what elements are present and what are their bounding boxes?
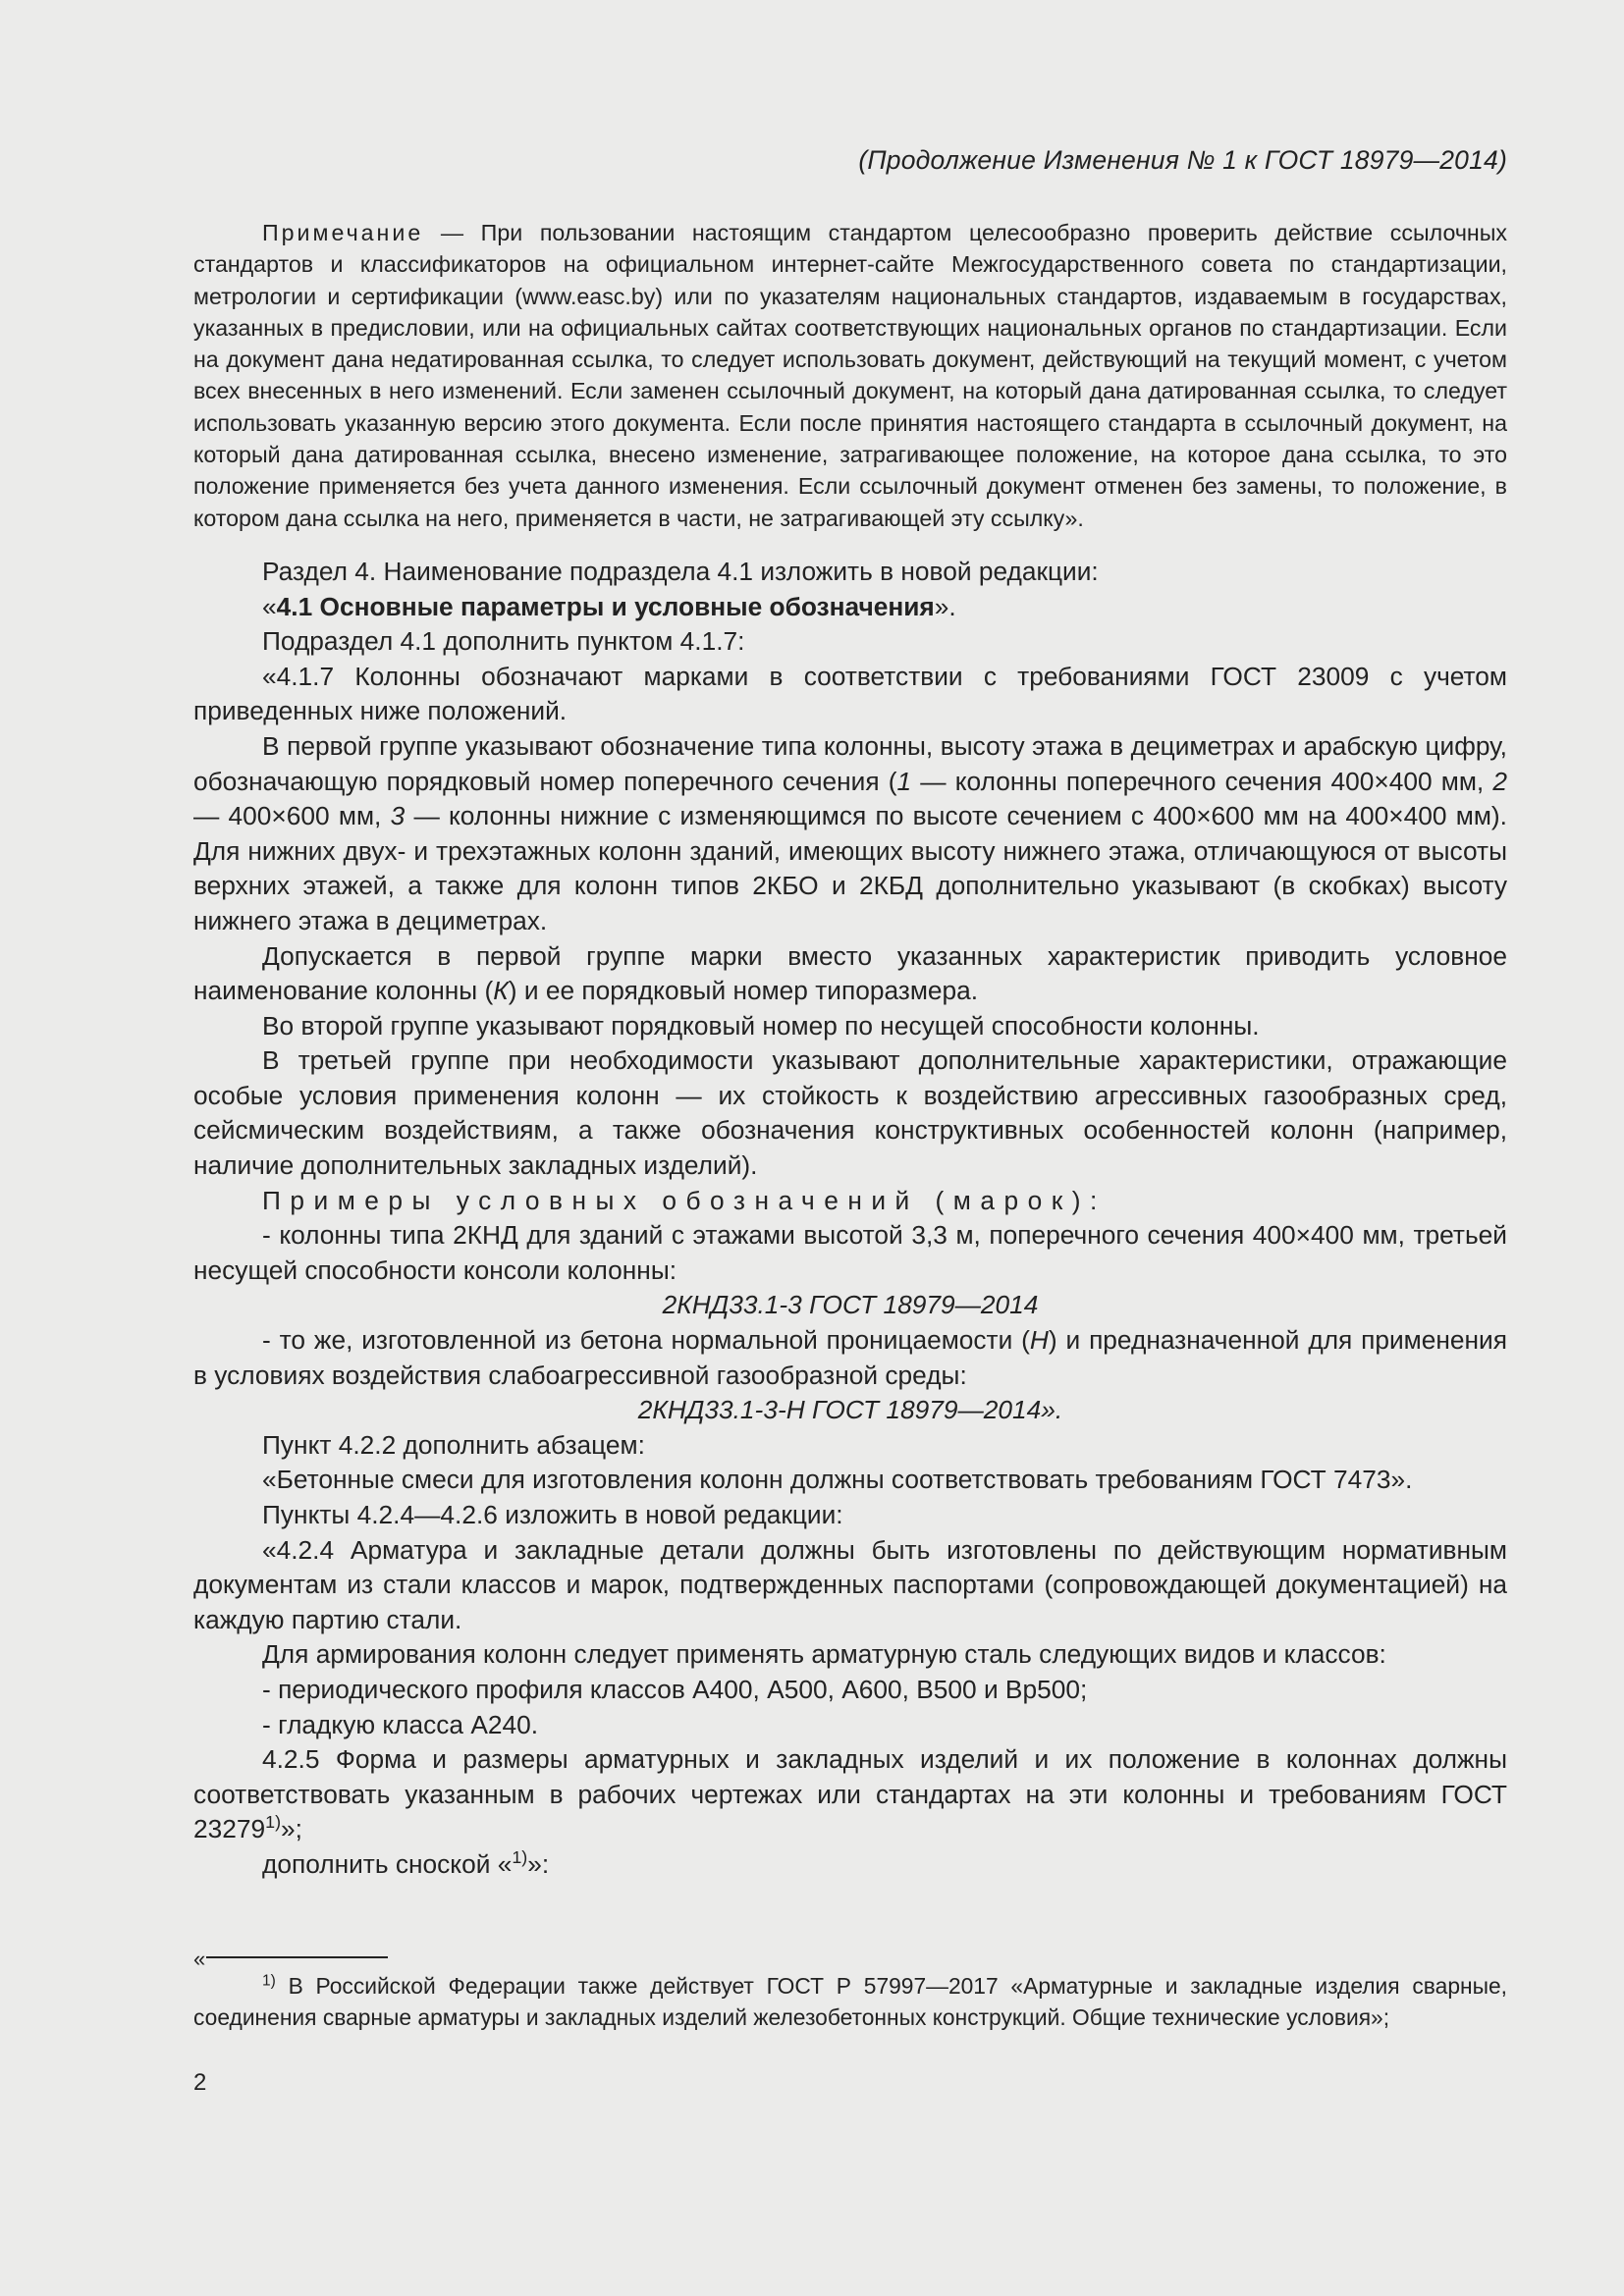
footnote-rule-line: [206, 1956, 388, 1958]
page-content: [193, 145, 1507, 1883]
body-text: [193, 555, 1507, 1883]
paragraph: «4.1 Основные параметры и условные обозначения».: [262, 591, 956, 621]
paragraph: Для армирования колонн следует применять арматурную сталь следующих видов и классов:: [262, 1639, 1386, 1670]
paragraph: «Бетонные смеси для изготовления колонн должны соответствовать требованиям ГОСТ 7473».: [262, 1465, 1413, 1495]
paragraph: В третьей группе при необходимости указывают дополнительные характеристики, отражающие особые условия применения колонн — их стойкость к воздействию агрессивных газообразных сред, сейсмическим воздействиям, а также обозначения конструктивных особенностей колонн (например, наличие дополнительных закладных изделий).: [193, 1045, 1507, 1181]
paragraph: Раздел 4. Наименование подраздела 4.1 изложить в новой редакции:: [262, 556, 1099, 586]
paragraph: Допускается в первой группе марки вместо указанных характеристик приводить условное наименование колонны (К) и ее порядковый номер типоразмера.: [193, 940, 1507, 1006]
footnote-separator: «: [193, 1947, 388, 1972]
subsection-title: 4.1 Основные параметры и условные обозначения: [276, 591, 935, 621]
paragraph: Пункты 4.2.4—4.2.6 изложить в новой редакции:: [262, 1500, 843, 1529]
paragraph: дополнить сноской «$^{1)}$»:: [262, 1847, 550, 1879]
note-text: — При пользовании настоящим стандартом целесообразно проверить действие ссылочных стандартов и классификаторов на официальном интернет-сайте Межгосударственного совета по стандартизации, метрологии и сертификации (www.easc.by) или по указателям национальных стандартов, издаваемым в государствах, указанных в предисловии, или на официальных сайтах соответствующих национальных органов по стандартизации. Если на документ дана недатированная ссылка, то следует использовать документ, действующий на текущий момент, с учетом всех внесенных в него изменений. Если заменен ссылочный документ, на который дана датированная ссылка, то следует использовать указанную версию этого документа. Если после принятия настоящего стандарта в ссылочный документ, на который дана датированная ссылка, внесено изменение, затрагивающее положение, на которое дана ссылка, то это положение применяется без учета данного изменения. Если ссылочный документ отменен без замены, то положение, в котором дана ссылка на него, применяется в части, не затрагивающей эту ссылку».: [193, 220, 1507, 531]
footnote-marker: 1): [262, 1972, 276, 1990]
footnote-marker: 1): [512, 1847, 528, 1868]
examples-heading: Примеры условных обозначений (марок):: [262, 1185, 1107, 1215]
page-number: 2: [193, 2069, 207, 2096]
running-header: (Продолжение Изменения № 1 к ГОСТ 18979—2014): [858, 145, 1507, 175]
paragraph: - то же, изготовленной из бетона нормальной проницаемости (Н) и предназначенной для применения в условиях воздействия слабоагрессивной газообразной среды:: [193, 1325, 1507, 1390]
paragraph: В первой группе указывают обозначение типа колонны, высоту этажа в дециметрах и арабскую цифру, обозначающую порядковый номер поперечного сечения (1 — колонны поперечного сечения 400×400 мм, 2 — 400×600 мм, 3 — колонны нижние с изменяющимся по высоте сечением с 400×600 мм на 400×400 мм). Для нижних двух- и трехэтажных колонн зданий, имеющих высоту нижнего этажа, отличающуюся от высоты верхних этажей, а также для колонн типов 2КБО и 2КБД дополнительно указывают (в скобках) высоту нижнего этажа в дециметрах.: [193, 730, 1508, 935]
note-label: Примечание: [262, 220, 424, 245]
paragraph: - колонны типа 2КНД для зданий с этажами высотой 3,3 м, поперечного сечения 400×400 мм, третьей несущей способности консоли колонны:: [193, 1220, 1507, 1285]
footnote-text: В Российской Федерации также действует ГОСТ Р 57997—2017 «Арматурные и закладные изделия сварные, соединения сварные арматуры и закладных изделий железобетонных конструкций. Общие технические условия»;: [193, 1973, 1507, 2030]
footnote: [193, 1971, 1507, 2033]
designation-example: 2КНД33.1-3 ГОСТ 18979—2014: [662, 1290, 1039, 1320]
designation-example: 2КНД33.1-3-Н ГОСТ 18979—2014».: [637, 1395, 1063, 1425]
paragraph: Подраздел 4.1 дополнить пунктом 4.1.7:: [262, 626, 745, 657]
note-paragraph: [193, 217, 1507, 534]
paragraph: «4.1.7 Колонны обозначают марками в соответствии с требованиями ГОСТ 23009 с учетом приведенных ниже положений.: [193, 661, 1507, 726]
paragraph: Пункт 4.2.2 дополнить абзацем:: [262, 1429, 645, 1460]
list-item: - гладкую класса А240.: [262, 1709, 539, 1739]
footnote-marker: 1): [265, 1812, 282, 1833]
list-item: - периодического профиля классов А400, А500, А600, В500 и Вр500;: [262, 1674, 1088, 1704]
paragraph: 4.2.5 Форма и размеры арматурных и закладных изделий и их положение в колоннах должны соответствовать указанным в рабочих чертежах или стандартах на эти колонны и требованиям ГОСТ 23279$^{1)}$»;: [193, 1744, 1507, 1844]
paragraph: «4.2.4 Арматура и закладные детали должны быть изготовлены по действующим нормативным документам из стали классов и марок, подтвержденных паспортами (сопровождающей документацией) на каждую партию стали.: [193, 1534, 1507, 1634]
paragraph: Во второй группе указывают порядковый номер по несущей способности колонны.: [262, 1010, 1260, 1041]
